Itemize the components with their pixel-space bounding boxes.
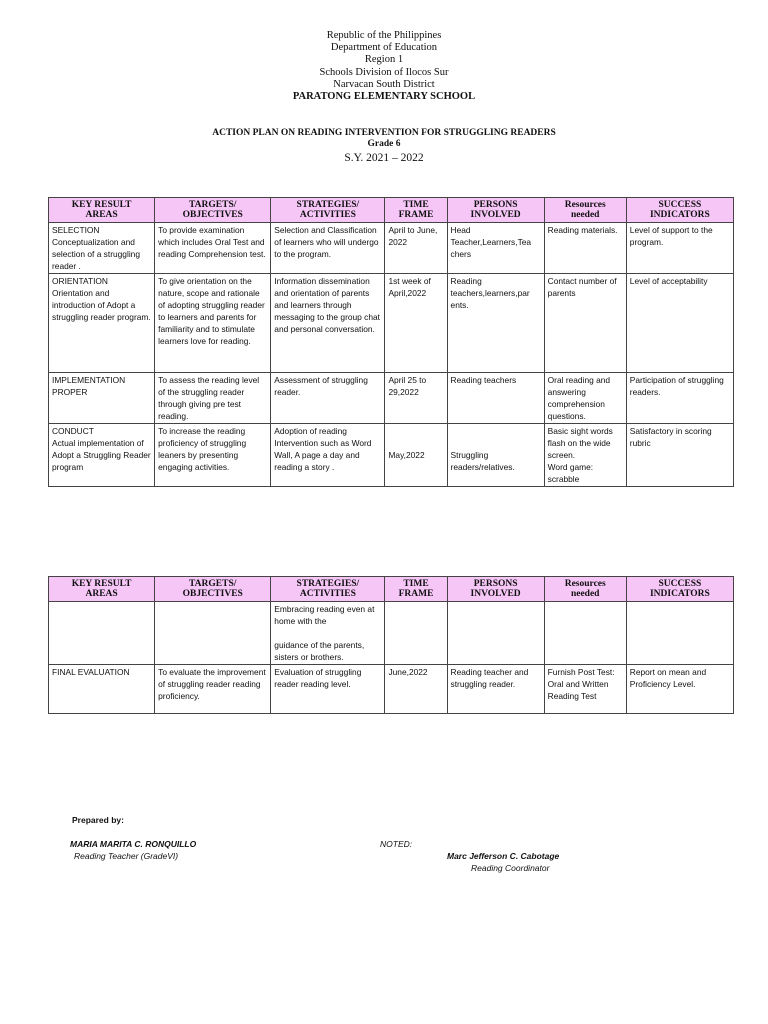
table-cell: Reading teachers,learners,par ents. bbox=[447, 274, 544, 373]
table-row bbox=[49, 373, 734, 424]
table-cell: FINAL EVALUATION bbox=[49, 665, 155, 714]
table-cell bbox=[155, 602, 271, 665]
prepared-by-label: Prepared by: bbox=[72, 815, 124, 825]
table-cell: May,2022 bbox=[385, 424, 447, 487]
column-header: KEY RESULT AREAS bbox=[49, 577, 155, 602]
column-header: PERSONS INVOLVED bbox=[447, 577, 544, 602]
table-cell: Report on mean and Proficiency Level. bbox=[626, 665, 733, 714]
table-cell: To give orientation on the nature, scope and rationale of adopting struggling reader to learners and parents for familiarity and to stimulate learners love for reading. bbox=[155, 274, 271, 373]
action-plan-table-2 bbox=[48, 576, 734, 714]
table-cell bbox=[544, 602, 626, 665]
noter-name: Marc Jefferson C. Cabotage bbox=[447, 851, 560, 861]
table-cell: Furnish Post Test: Oral and Written Reading Test bbox=[544, 665, 626, 714]
column-header: PERSONS INVOLVED bbox=[447, 198, 544, 223]
table-cell: IMPLEMENTATION PROPER bbox=[49, 373, 155, 424]
noted-label: NOTED: bbox=[380, 839, 413, 849]
column-header: TARGETS/ OBJECTIVES bbox=[155, 577, 271, 602]
table-row bbox=[49, 223, 734, 274]
table-cell: To provide examination which includes Oral Test and reading Comprehension test. bbox=[155, 223, 271, 274]
table-cell: Evaluation of struggling reader reading level. bbox=[271, 665, 385, 714]
table-cell: To increase the reading proficiency of struggling leaners by presenting engaging activities. bbox=[155, 424, 271, 487]
table-header-row bbox=[49, 198, 734, 223]
school-year: S.Y. 2021 – 2022 bbox=[344, 152, 424, 164]
table-cell: Adoption of reading Intervention such as Word Wall, A page a day and reading a story . bbox=[271, 424, 385, 487]
table-cell: Participation of struggling readers. bbox=[626, 373, 733, 424]
table-cell: Reading teachers bbox=[447, 373, 544, 424]
preparer-name: MARIA MARITA C. RONQUILLO bbox=[70, 839, 197, 849]
table-row bbox=[49, 665, 734, 714]
table-cell: Information dissemination and orientation of parents and learners through messaging to the group chat and personal conversation. bbox=[271, 274, 385, 373]
table-cell bbox=[626, 602, 733, 665]
table-cell: CONDUCT Actual implementation of Adopt a Struggling Reader program bbox=[49, 424, 155, 487]
table-cell: ORIENTATION Orientation and introduction of Adopt a struggling reader program. bbox=[49, 274, 155, 373]
table-cell: April 25 to 29,2022 bbox=[385, 373, 447, 424]
letterhead bbox=[0, 30, 768, 103]
letterhead-region: Region 1 bbox=[364, 54, 404, 66]
noter-role: Reading Coordinator bbox=[471, 863, 550, 873]
column-header: TARGETS/ OBJECTIVES bbox=[155, 198, 271, 223]
table-cell: June,2022 bbox=[385, 665, 447, 714]
table-cell: To evaluate the improvement of struggling reader reading proficiency. bbox=[155, 665, 271, 714]
column-header: Resources needed bbox=[544, 198, 626, 223]
plan-title bbox=[0, 128, 768, 150]
column-header: STRATEGIES/ ACTIVITIES bbox=[271, 577, 385, 602]
plan-title-main: ACTION PLAN ON READING INTERVENTION FOR STRUGGLING READERS bbox=[212, 128, 556, 138]
table-cell: Struggling readers/relatives. bbox=[447, 424, 544, 487]
table-cell: Assessment of struggling reader. bbox=[271, 373, 385, 424]
table-cell: Contact number of parents bbox=[544, 274, 626, 373]
table-cell: April to June, 2022 bbox=[385, 223, 447, 274]
table-cell: Satisfactory in scoring rubric bbox=[626, 424, 733, 487]
table-body bbox=[49, 223, 734, 487]
table-row bbox=[49, 424, 734, 487]
table-cell: Basic sight words flash on the wide screen. Word game: scrabble bbox=[544, 424, 626, 487]
table-cell bbox=[385, 602, 447, 665]
column-header: Resources needed bbox=[544, 577, 626, 602]
letterhead-district: Narvacan South District bbox=[333, 78, 435, 90]
table-cell bbox=[447, 602, 544, 665]
table-cell: To assess the reading level of the struggling reader through giving pre test reading. bbox=[155, 373, 271, 424]
column-header: SUCCESS INDICATORS bbox=[626, 198, 733, 223]
table-cell bbox=[49, 602, 155, 665]
column-header: STRATEGIES/ ACTIVITIES bbox=[271, 198, 385, 223]
table-header-row bbox=[49, 577, 734, 602]
table-body bbox=[49, 602, 734, 714]
table-cell: Embracing reading even at home with the guidance of the parents, sisters or brothers. bbox=[271, 602, 385, 665]
table-cell: Level of support to the program. bbox=[626, 223, 733, 274]
column-header: TIME FRAME bbox=[385, 198, 447, 223]
action-plan-table-1 bbox=[48, 197, 734, 487]
table-cell: Oral reading and answering comprehension questions. bbox=[544, 373, 626, 424]
letterhead-division: Schools Division of Ilocos Sur bbox=[319, 66, 449, 78]
preparer-role: Reading Teacher (GradeVI) bbox=[74, 851, 179, 861]
table-cell: Level of acceptability bbox=[626, 274, 733, 373]
column-header: KEY RESULT AREAS bbox=[49, 198, 155, 223]
table-row bbox=[49, 602, 734, 665]
column-header: SUCCESS INDICATORS bbox=[626, 577, 733, 602]
table-cell: Reading teacher and struggling reader. bbox=[447, 665, 544, 714]
letterhead-republic: Republic of the Philippines bbox=[326, 30, 442, 41]
table-cell: Selection and Classification of learners who will undergo to the program. bbox=[271, 223, 385, 274]
table-cell: Reading materials. bbox=[544, 223, 626, 274]
table-cell: Head Teacher,Learners,Tea chers bbox=[447, 223, 544, 274]
table-row bbox=[49, 274, 734, 373]
letterhead-department: Department of Education bbox=[330, 42, 438, 54]
school-name: PARATONG ELEMENTARY SCHOOL bbox=[292, 91, 476, 103]
plan-grade: Grade 6 bbox=[367, 139, 401, 149]
table-cell: 1st week of April,2022 bbox=[385, 274, 447, 373]
column-header: TIME FRAME bbox=[385, 577, 447, 602]
table-cell: SELECTION Conceptualization and selection of a struggling reader . bbox=[49, 223, 155, 274]
